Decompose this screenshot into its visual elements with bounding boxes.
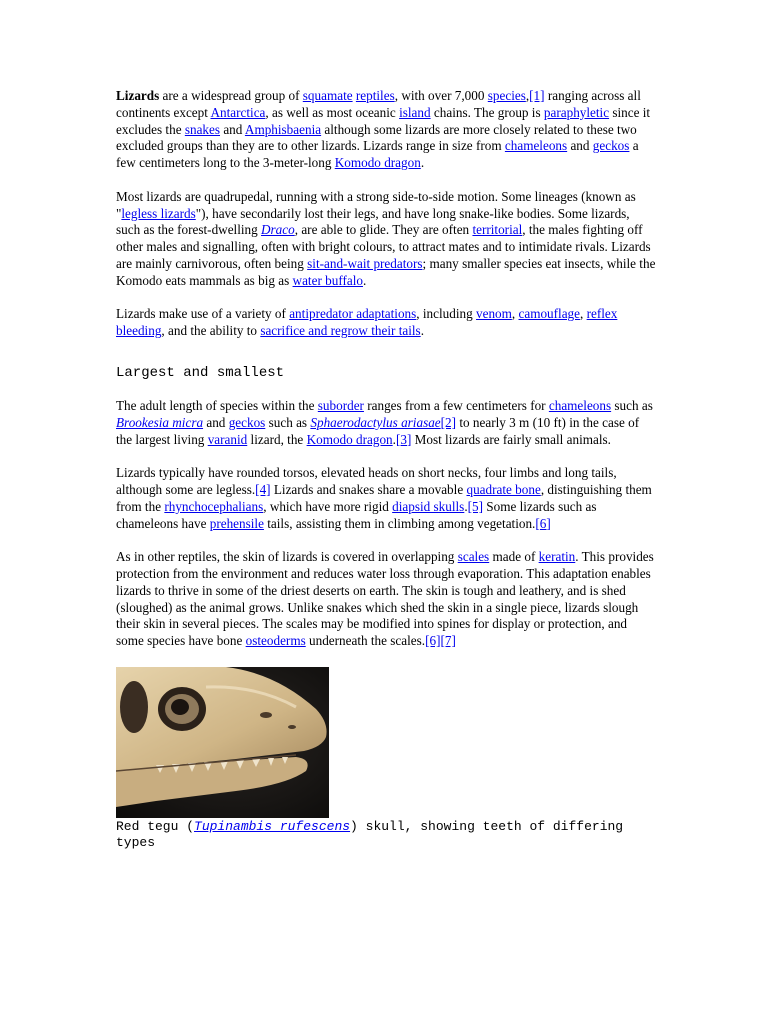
inline-link[interactable]: paraphyletic bbox=[543, 104, 610, 120]
inline-link[interactable]: geckos bbox=[592, 138, 630, 154]
inline-link[interactable]: keratin bbox=[538, 549, 576, 565]
text-run: Most lizards are quadrupedal, running with a strong side-to-side motion. Some lineages (known as " bbox=[116, 188, 636, 221]
text-run: made of bbox=[489, 549, 539, 565]
inline-link[interactable]: Komodo dragon bbox=[306, 431, 393, 447]
inline-link[interactable]: reptiles bbox=[355, 88, 395, 103]
text-run: . This provides protection from the environment and reduces water loss through evaporation. This adaptation enables lizards to thrive in some of the driest deserts on earth. The skin is tough and leathery, and is shed (sloughed) as the animal grows. Unlike snakes which shed the skin in a single piece, lizards slough their skin in several pieces. The scales may be modified into spines for display or protection, and some species have bone bbox=[116, 549, 654, 649]
intro-paragraph bbox=[116, 88, 656, 172]
text-run: ) skull, showing teeth of differing types bbox=[116, 818, 624, 851]
text-run: such as bbox=[265, 414, 311, 430]
inline-link[interactable]: Sphaerodactylus ariasae bbox=[310, 414, 441, 430]
inline-link[interactable]: sit-and-wait predators bbox=[307, 255, 423, 271]
text-run: are a widespread group of bbox=[159, 88, 303, 103]
inline-link[interactable]: [3] bbox=[395, 431, 412, 447]
text-run: chains. The group is bbox=[430, 104, 544, 120]
inline-link[interactable]: sacrifice and regrow their tails bbox=[260, 323, 421, 339]
inline-link[interactable]: water buffalo bbox=[292, 272, 363, 288]
figure bbox=[116, 667, 656, 852]
text-run: , bbox=[580, 306, 587, 322]
inline-link[interactable]: snakes bbox=[184, 121, 221, 137]
inline-link[interactable]: Amphisbaenia bbox=[244, 121, 322, 137]
inline-link[interactable]: Antarctica bbox=[210, 104, 266, 120]
inline-link[interactable]: Komodo dragon bbox=[334, 155, 421, 171]
text-run: Lizards typically have rounded torsos, elevated heads on short necks, four limbs and long tails, although some are legless. bbox=[116, 465, 617, 497]
text-run: , which have more rigid bbox=[263, 498, 393, 514]
size-paragraph bbox=[116, 398, 656, 448]
defense-paragraph bbox=[116, 306, 656, 340]
text-run: Lizards and snakes share a movable bbox=[270, 481, 467, 497]
inline-link[interactable]: camouflage bbox=[518, 306, 581, 322]
inline-link[interactable]: Brookesia micra bbox=[116, 414, 204, 430]
text-run: , the males fighting off other males and signalling, often with bright colours, to attract mates and to intimidate rivals. Lizards are mainly carnivorous, often being bbox=[116, 222, 651, 271]
text-run: to nearly 3 m (10 ft) in the case of the largest living bbox=[116, 414, 640, 447]
text-run: such as bbox=[611, 397, 653, 413]
text-run: ; many smaller species eat insects, while the Komodo eats mammals as big as bbox=[116, 255, 656, 288]
text-run: tails, assisting them in climbing among vegetation. bbox=[263, 515, 536, 531]
text-run: As in other reptiles, the skin of lizards is covered in overlapping bbox=[116, 549, 458, 565]
inline-link[interactable]: geckos bbox=[228, 414, 266, 430]
text-run: . bbox=[420, 155, 425, 171]
text-run: . bbox=[420, 323, 424, 339]
inline-link[interactable]: [2] bbox=[440, 414, 457, 430]
inline-link[interactable]: osteoderms bbox=[245, 633, 306, 649]
inline-link[interactable]: quadrate bone bbox=[466, 481, 541, 497]
inline-link[interactable]: legless lizards bbox=[121, 205, 196, 221]
inline-link[interactable]: [7] bbox=[440, 633, 456, 649]
inline-link[interactable]: species bbox=[487, 88, 526, 103]
inline-link[interactable]: chameleons bbox=[504, 138, 568, 154]
inline-link[interactable]: reflex bleeding bbox=[116, 306, 618, 339]
inline-link[interactable]: antipredator adaptations bbox=[289, 306, 417, 322]
bold-term: Lizards bbox=[116, 88, 160, 103]
text-run: and bbox=[220, 121, 245, 137]
text-run: , bbox=[511, 306, 519, 322]
inline-link[interactable]: Tupinambis rufescens bbox=[194, 818, 351, 834]
inline-link[interactable]: scales bbox=[457, 549, 490, 565]
text-run: Red tegu ( bbox=[116, 818, 195, 834]
inline-link[interactable]: [6] bbox=[535, 515, 551, 531]
inline-link[interactable]: suborder bbox=[317, 397, 364, 413]
skin-paragraph bbox=[116, 549, 656, 650]
text-run: Most lizards are fairly small animals. bbox=[411, 431, 611, 447]
text-run: , distinguishing them from the bbox=[116, 481, 652, 514]
text-run: lizard, the bbox=[247, 431, 307, 447]
text-run: , as well as most oceanic bbox=[265, 104, 400, 120]
anatomy-paragraph bbox=[116, 465, 656, 532]
inline-link[interactable]: varanid bbox=[207, 431, 248, 447]
text-run: and bbox=[203, 414, 229, 430]
inline-link[interactable]: territorial bbox=[472, 222, 523, 238]
text-run: underneath the scales. bbox=[305, 633, 426, 649]
locomotion-paragraph bbox=[116, 189, 656, 290]
inline-link[interactable]: Draco bbox=[261, 222, 295, 238]
text-run: . bbox=[464, 498, 468, 514]
inline-link[interactable]: squamate bbox=[302, 88, 353, 103]
inline-link[interactable]: chameleons bbox=[548, 397, 612, 413]
article-body bbox=[116, 88, 656, 852]
figure-caption bbox=[116, 819, 656, 852]
inline-link[interactable]: [5] bbox=[467, 498, 483, 514]
text-run: since it excludes the bbox=[116, 104, 651, 137]
inline-link[interactable]: [4] bbox=[255, 481, 271, 497]
section-heading: Largest and smallest bbox=[116, 364, 285, 381]
text-run: , bbox=[525, 88, 530, 103]
inline-link[interactable]: island bbox=[399, 104, 431, 120]
text-run: ranging across all continents except bbox=[116, 88, 641, 120]
lizard-skull-photo bbox=[116, 667, 329, 818]
text-run: The adult length of species within the bbox=[116, 397, 318, 413]
text-run: , are able to glide. They are often bbox=[294, 222, 473, 238]
text-run: "), have secondarily lost their legs, and have long snake-like bodies. Some lizards, such as the forest-dwelling bbox=[116, 205, 630, 238]
text-run: and bbox=[567, 138, 593, 154]
text-run: Lizards make use of a variety of bbox=[116, 306, 290, 322]
inline-link[interactable]: [6] bbox=[425, 633, 441, 649]
text-run: , and the ability to bbox=[161, 323, 261, 339]
text-run: although some lizards are more closely related to these two excluded groups than they are to other lizards. Lizards range in size from bbox=[116, 121, 637, 154]
text-run: , with over 7,000 bbox=[394, 88, 488, 103]
inline-link[interactable]: rhynchocephalians bbox=[164, 498, 264, 514]
text-run: , including bbox=[416, 306, 476, 322]
inline-link[interactable]: diapsid skulls bbox=[392, 498, 465, 514]
text-run: . bbox=[392, 431, 396, 447]
inline-link[interactable]: prehensile bbox=[209, 515, 264, 531]
text-run: Some lizards such as chameleons have bbox=[116, 498, 597, 531]
inline-link[interactable]: venom bbox=[476, 306, 512, 322]
text-run: a few centimeters long to the 3-meter-long bbox=[116, 138, 639, 171]
text-run: . bbox=[362, 272, 367, 288]
inline-link[interactable]: [1] bbox=[529, 88, 545, 103]
text-run: ranges from a few centimeters for bbox=[363, 397, 549, 413]
